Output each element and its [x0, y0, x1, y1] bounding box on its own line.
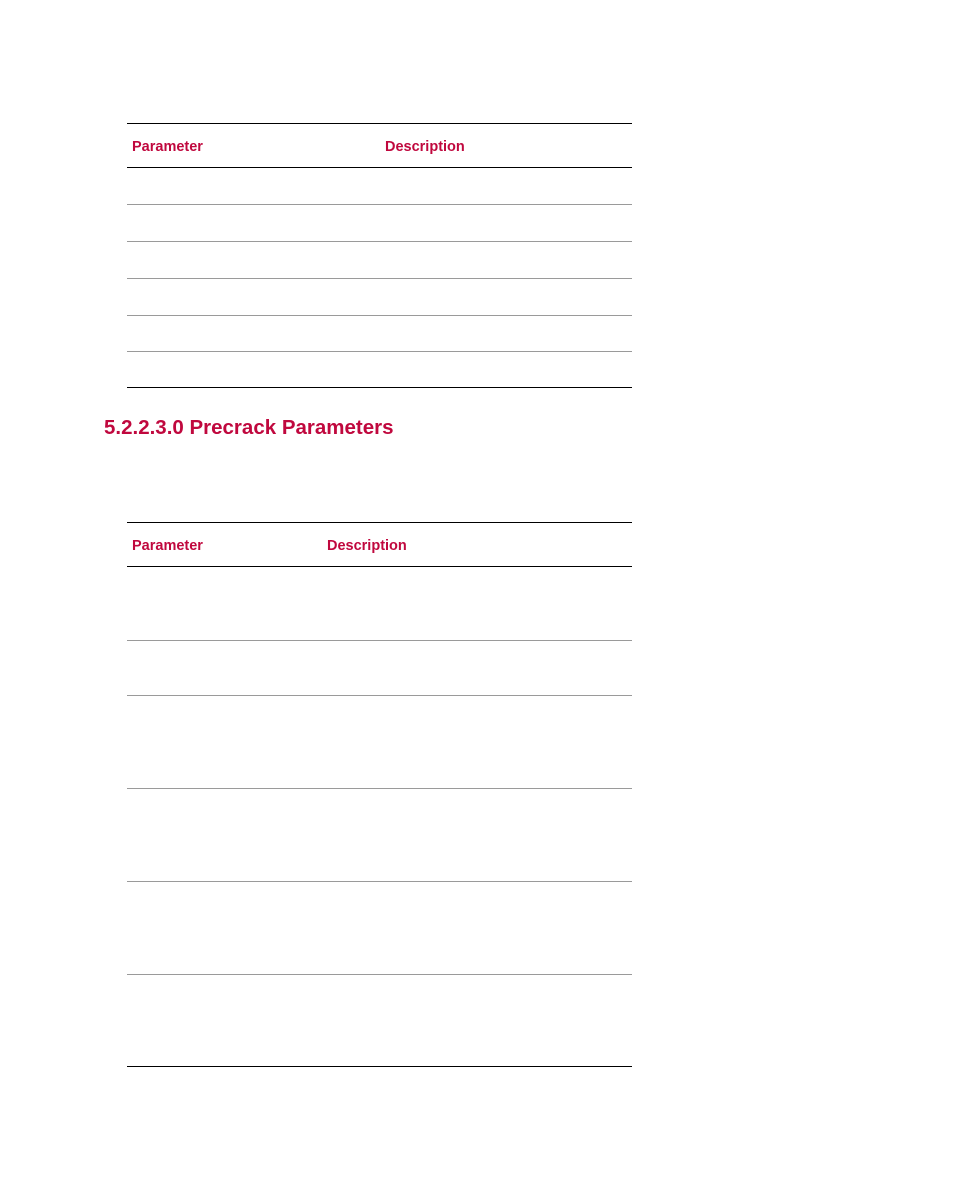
table-row — [127, 567, 632, 641]
column-header-parameter: Parameter — [132, 538, 203, 554]
table-header — [127, 124, 632, 168]
table-header — [127, 523, 632, 567]
table-row — [127, 882, 632, 975]
table-row — [127, 242, 632, 279]
column-header-parameter: Parameter — [132, 139, 203, 155]
table-row — [127, 279, 632, 316]
table-row — [127, 789, 632, 882]
table-row — [127, 696, 632, 789]
parameters-table-1 — [127, 123, 632, 388]
table-row — [127, 975, 632, 1066]
column-header-description: Description — [327, 538, 407, 554]
column-header-description: Description — [385, 139, 465, 155]
table-row — [127, 352, 632, 387]
table-row — [127, 316, 632, 352]
table-row — [127, 168, 632, 205]
precrack-parameters-table — [127, 522, 632, 1067]
section-heading: 5.2.2.3.0 Precrack Parameters — [104, 416, 394, 439]
table-row — [127, 641, 632, 696]
table-row — [127, 205, 632, 242]
